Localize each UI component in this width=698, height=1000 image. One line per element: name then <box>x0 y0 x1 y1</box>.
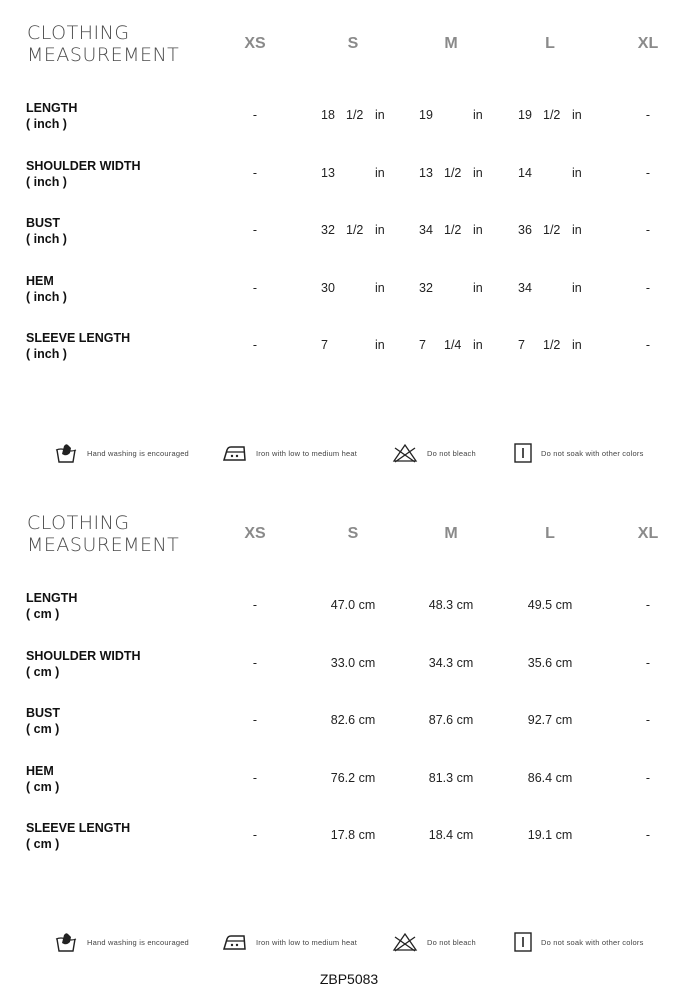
value-l-unit: in <box>572 338 582 352</box>
value-s-num: 7 <box>321 338 328 352</box>
table-row <box>0 763 698 803</box>
value-l: 19.1 cm <box>527 828 573 842</box>
care-item <box>55 929 189 955</box>
care-item <box>391 929 476 955</box>
size-header-m: M <box>444 525 458 542</box>
value-xs: - <box>252 108 258 122</box>
value-s-unit: in <box>375 165 385 180</box>
no-bleach-icon <box>391 442 419 464</box>
value-xs: - <box>252 828 258 842</box>
value-l-num: 14 <box>518 165 532 180</box>
size-header-xs: XS <box>244 525 266 542</box>
value-xl: - <box>645 713 651 727</box>
row-label: SLEEVE LENGTH ( inch ) <box>26 331 131 361</box>
value-s-frac: 1/2 <box>346 223 364 237</box>
size-header-l: L <box>545 525 555 542</box>
table-row <box>0 705 698 745</box>
value-xl: - <box>645 165 651 180</box>
value-xl: - <box>645 223 651 237</box>
care-text: Iron with low to medium heat <box>256 937 358 947</box>
row-label: HEM ( inch ) <box>26 273 67 304</box>
value-xs: - <box>252 598 258 612</box>
value-s-num: 13 <box>321 165 335 180</box>
table-row <box>0 330 698 370</box>
iron-icon <box>222 931 248 953</box>
value-xs: - <box>252 713 258 727</box>
value-l-unit: in <box>572 280 582 295</box>
value-m-unit: in <box>473 338 483 352</box>
value-m: 48.3 cm <box>428 598 474 612</box>
value-m-num: 7 <box>419 338 426 352</box>
value-l-unit: in <box>572 223 582 237</box>
table-row <box>0 100 698 140</box>
value-l-num: 34 <box>518 280 532 295</box>
value-m: 81.3 cm <box>428 770 474 785</box>
size-header-xl: XL <box>637 525 659 542</box>
value-s-unit: in <box>375 108 385 122</box>
value-m: 34.3 cm <box>428 655 474 670</box>
care-item <box>513 440 644 466</box>
value-m-num: 34 <box>419 223 433 237</box>
value-m-unit: in <box>473 280 483 295</box>
table-title: CLOTHING MEASUREMENT <box>27 22 180 66</box>
value-m-num: 19 <box>419 108 433 122</box>
table-row <box>0 273 698 313</box>
no-soak-icon <box>513 931 533 953</box>
value-l-unit: in <box>572 165 582 180</box>
hand-wash-icon <box>55 442 79 464</box>
value-s: 33.0 cm <box>330 655 376 670</box>
table-row <box>0 648 698 688</box>
value-xs: - <box>252 338 258 352</box>
value-l-unit: in <box>572 108 582 122</box>
care-item <box>513 929 644 955</box>
value-l: 92.7 cm <box>527 713 573 727</box>
value-xl: - <box>645 108 651 122</box>
row-label: SLEEVE LENGTH ( cm ) <box>26 821 131 851</box>
size-header-m: M <box>444 35 458 52</box>
value-s-unit: in <box>375 280 385 295</box>
value-m: 18.4 cm <box>428 828 474 842</box>
table-row <box>0 158 698 198</box>
size-header-s: S <box>347 525 359 542</box>
iron-icon <box>222 442 248 464</box>
row-label: SHOULDER WIDTH ( inch ) <box>26 158 141 189</box>
care-instructions <box>0 929 698 955</box>
row-label: HEM ( cm ) <box>26 763 60 794</box>
value-m-num: 13 <box>419 165 433 180</box>
value-xs: - <box>252 165 258 180</box>
care-item <box>391 440 476 466</box>
value-l-num: 7 <box>518 338 525 352</box>
care-text: Do not bleach <box>427 448 476 458</box>
care-text: Iron with low to medium heat <box>256 448 358 458</box>
table-row <box>0 590 698 630</box>
value-l-num: 19 <box>518 108 532 122</box>
value-xl: - <box>645 338 651 352</box>
value-xs: - <box>252 223 258 237</box>
value-l-num: 36 <box>518 223 532 237</box>
value-s-unit: in <box>375 223 385 237</box>
value-l-frac: 1/2 <box>543 338 561 352</box>
value-m: 87.6 cm <box>428 713 474 727</box>
value-m-frac: 1/2 <box>444 165 462 180</box>
value-m-unit: in <box>473 165 483 180</box>
value-s: 47.0 cm <box>330 598 376 612</box>
value-m-frac: 1/4 <box>444 338 462 352</box>
row-label: BUST ( inch ) <box>26 216 67 246</box>
value-s: 17.8 cm <box>330 828 376 842</box>
size-header-xl: XL <box>637 35 659 52</box>
value-s-num: 18 <box>321 108 335 122</box>
value-xl: - <box>645 655 651 670</box>
value-xs: - <box>252 280 258 295</box>
hand-wash-icon <box>55 931 79 953</box>
table-title: CLOTHING MEASUREMENT <box>27 512 180 556</box>
value-s-num: 30 <box>321 280 335 295</box>
table-row <box>0 820 698 860</box>
value-m-unit: in <box>473 108 483 122</box>
care-text: Do not soak with other colors <box>541 448 644 458</box>
row-label: LENGTH ( inch ) <box>26 101 78 131</box>
care-instructions <box>0 440 698 466</box>
care-item <box>55 440 189 466</box>
table-row <box>0 215 698 255</box>
no-soak-icon <box>513 442 533 464</box>
row-label: LENGTH ( cm ) <box>26 591 78 621</box>
row-label: BUST ( cm ) <box>26 706 61 736</box>
care-text: Do not bleach <box>427 937 476 947</box>
value-s: 82.6 cm <box>330 713 376 727</box>
value-xl: - <box>645 280 651 295</box>
value-m-frac: 1/2 <box>444 223 462 237</box>
value-l: 35.6 cm <box>527 655 573 670</box>
care-text: Hand washing is encouraged <box>87 448 189 458</box>
value-xs: - <box>252 655 258 670</box>
product-code: ZBP5083 <box>319 971 379 987</box>
value-xs: - <box>252 770 258 785</box>
care-text: Do not soak with other colors <box>541 937 644 947</box>
value-s-unit: in <box>375 338 385 352</box>
value-s-num: 32 <box>321 223 335 237</box>
no-bleach-icon <box>391 931 419 953</box>
value-xl: - <box>645 770 651 785</box>
value-xl: - <box>645 598 651 612</box>
care-item <box>222 440 357 466</box>
value-l-frac: 1/2 <box>543 223 561 237</box>
value-l-frac: 1/2 <box>543 108 561 122</box>
value-s-frac: 1/2 <box>346 108 364 122</box>
size-header-xs: XS <box>244 35 266 52</box>
size-header-s: S <box>347 35 359 52</box>
value-l: 49.5 cm <box>527 598 573 612</box>
value-m-num: 32 <box>419 280 433 295</box>
value-s: 76.2 cm <box>330 770 376 785</box>
value-m-unit: in <box>473 223 483 237</box>
row-label: SHOULDER WIDTH ( cm ) <box>26 648 141 679</box>
value-xl: - <box>645 828 651 842</box>
value-l: 86.4 cm <box>527 770 573 785</box>
care-item <box>222 929 357 955</box>
size-header-l: L <box>545 35 555 52</box>
care-text: Hand washing is encouraged <box>87 937 189 947</box>
